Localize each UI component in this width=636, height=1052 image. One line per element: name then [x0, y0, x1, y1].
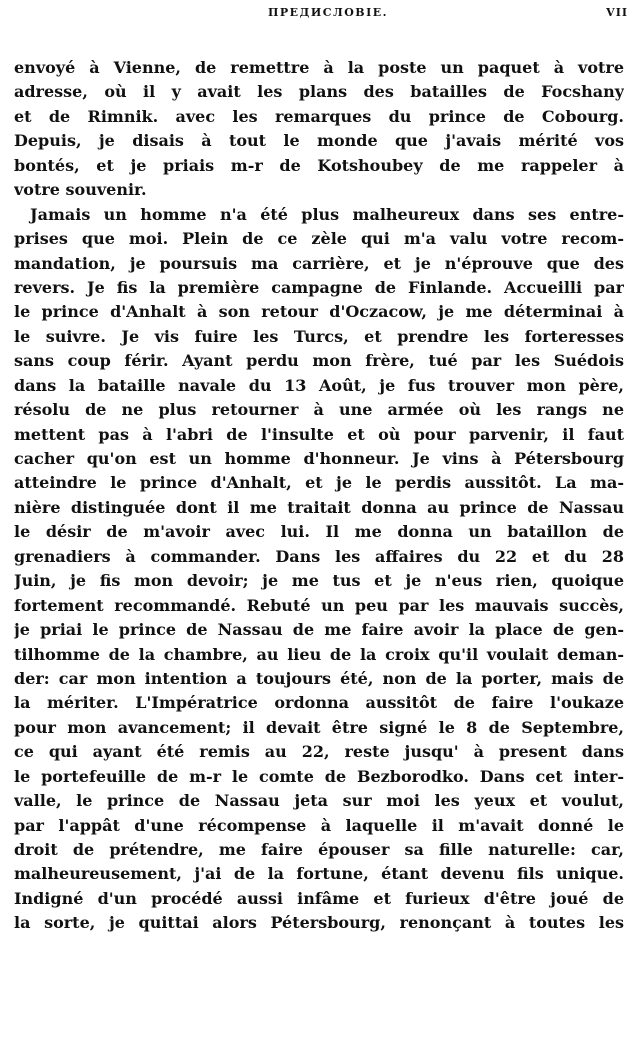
- text-line: le portefeuille de m-r le comte de Bezborodko. Dans cet inter-: [14, 766, 624, 786]
- text-line: le prince d'Anhalt à son retour d'Oczacow, je me déterminai à: [14, 302, 624, 322]
- text-line: je priai le prince de Nassau de me faire avoir la place de gen-: [14, 620, 624, 640]
- text-line: et de Rimnik. avec les remarques du prince de Cobourg.: [14, 106, 624, 126]
- text-line: dans la bataille navale du 13 Août, je fus trouver mon père,: [14, 375, 624, 395]
- text-line: Indigné d'un procédé aussi infâme et furieux d'être joué de: [14, 888, 624, 908]
- text-line: pour mon avancement; il devait être signé le 8 de Septembre,: [14, 717, 624, 737]
- text-line: valle, le prince de Nassau jeta sur moi les yeux et voulut,: [14, 791, 624, 811]
- text-line: droit de prétendre, me faire épouser sa fille naturelle: car,: [14, 840, 624, 859]
- text-line: ce qui ayant été remis au 22, reste jusqu' à present dans: [14, 742, 624, 762]
- text-line: Jamais un homme n'a été plus malheureux dans ses entre-: [30, 204, 624, 224]
- text-line: tilhomme de la chambre, au lieu de la croix qu'il voulait deman-: [14, 644, 624, 664]
- text-line: atteindre le prince d'Anhalt, et je le perdis aussitôt. La ma-: [14, 473, 624, 493]
- text-line: envoyé à Vienne, de remettre à la poste un paquet à votre: [14, 58, 624, 77]
- text-line: revers. Je fis la première campagne de Finlande. Accueilli par: [14, 277, 624, 297]
- text-line: la mériter. L'Impératrice ordonna aussitôt de faire l'oukaze: [14, 693, 624, 713]
- text-line: votre souvenir.: [14, 180, 147, 200]
- text-line: cacher qu'on est un homme d'honneur. Je vins à Pétersbourg: [14, 449, 624, 468]
- text-line: la sorte, je quittai alors Pétersbourg, renonçant à toutes les: [14, 913, 624, 933]
- text-line: le désir de m'avoir avec lui. Il me donna un bataillon de: [14, 522, 624, 542]
- text-line: bontés, et je priais m-r de Kotshoubey de me rappeler à: [14, 155, 624, 175]
- text-line: malheureusement, j'ai de la fortune, étant devenu fils unique.: [14, 864, 624, 884]
- running-title: ПРЕДИСЛОВІЕ.: [268, 6, 388, 19]
- text-line: der: car mon intention a toujours été, non de la porter, mais de: [14, 668, 624, 688]
- text-line: adresse, où il y avait les plans des batailles de Focshany: [14, 82, 624, 102]
- body-text: [14, 56, 624, 936]
- text-line: Depuis, je disais à tout le monde que j'avais mérité vos: [14, 131, 624, 151]
- text-line: grenadiers à commander. Dans les affaires du 22 et du 28: [14, 546, 624, 566]
- text-line: mettent pas à l'abri de l'insulte et où pour parvenir, il faut: [14, 424, 624, 444]
- text-line: nière distinguée dont il me traitait donna au prince de Nassau: [14, 497, 624, 517]
- text-line: mandation, je poursuis ma carrière, et je n'éprouve que des: [14, 253, 624, 273]
- running-head: [0, 6, 636, 26]
- page-number: VII: [606, 6, 628, 19]
- text-line: le suivre. Je vis fuire les Turcs, et prendre les forteresses: [14, 326, 624, 346]
- text-line: fortement recommandé. Rebuté un peu par les mauvais succès,: [14, 595, 624, 615]
- text-line: sans coup férir. Ayant perdu mon frère, tué par les Suédois: [14, 351, 624, 371]
- text-line: prises que moi. Plein de ce zèle qui m'a valu votre recom-: [14, 229, 624, 249]
- text-line: Juin, je fis mon devoir; je me tus et je n'eus rien, quoique: [14, 571, 624, 591]
- text-line: résolu de ne plus retourner à une armée où les rangs ne: [14, 400, 624, 420]
- text-line: par l'appât d'une récompense à laquelle il m'avait donné le: [14, 815, 624, 835]
